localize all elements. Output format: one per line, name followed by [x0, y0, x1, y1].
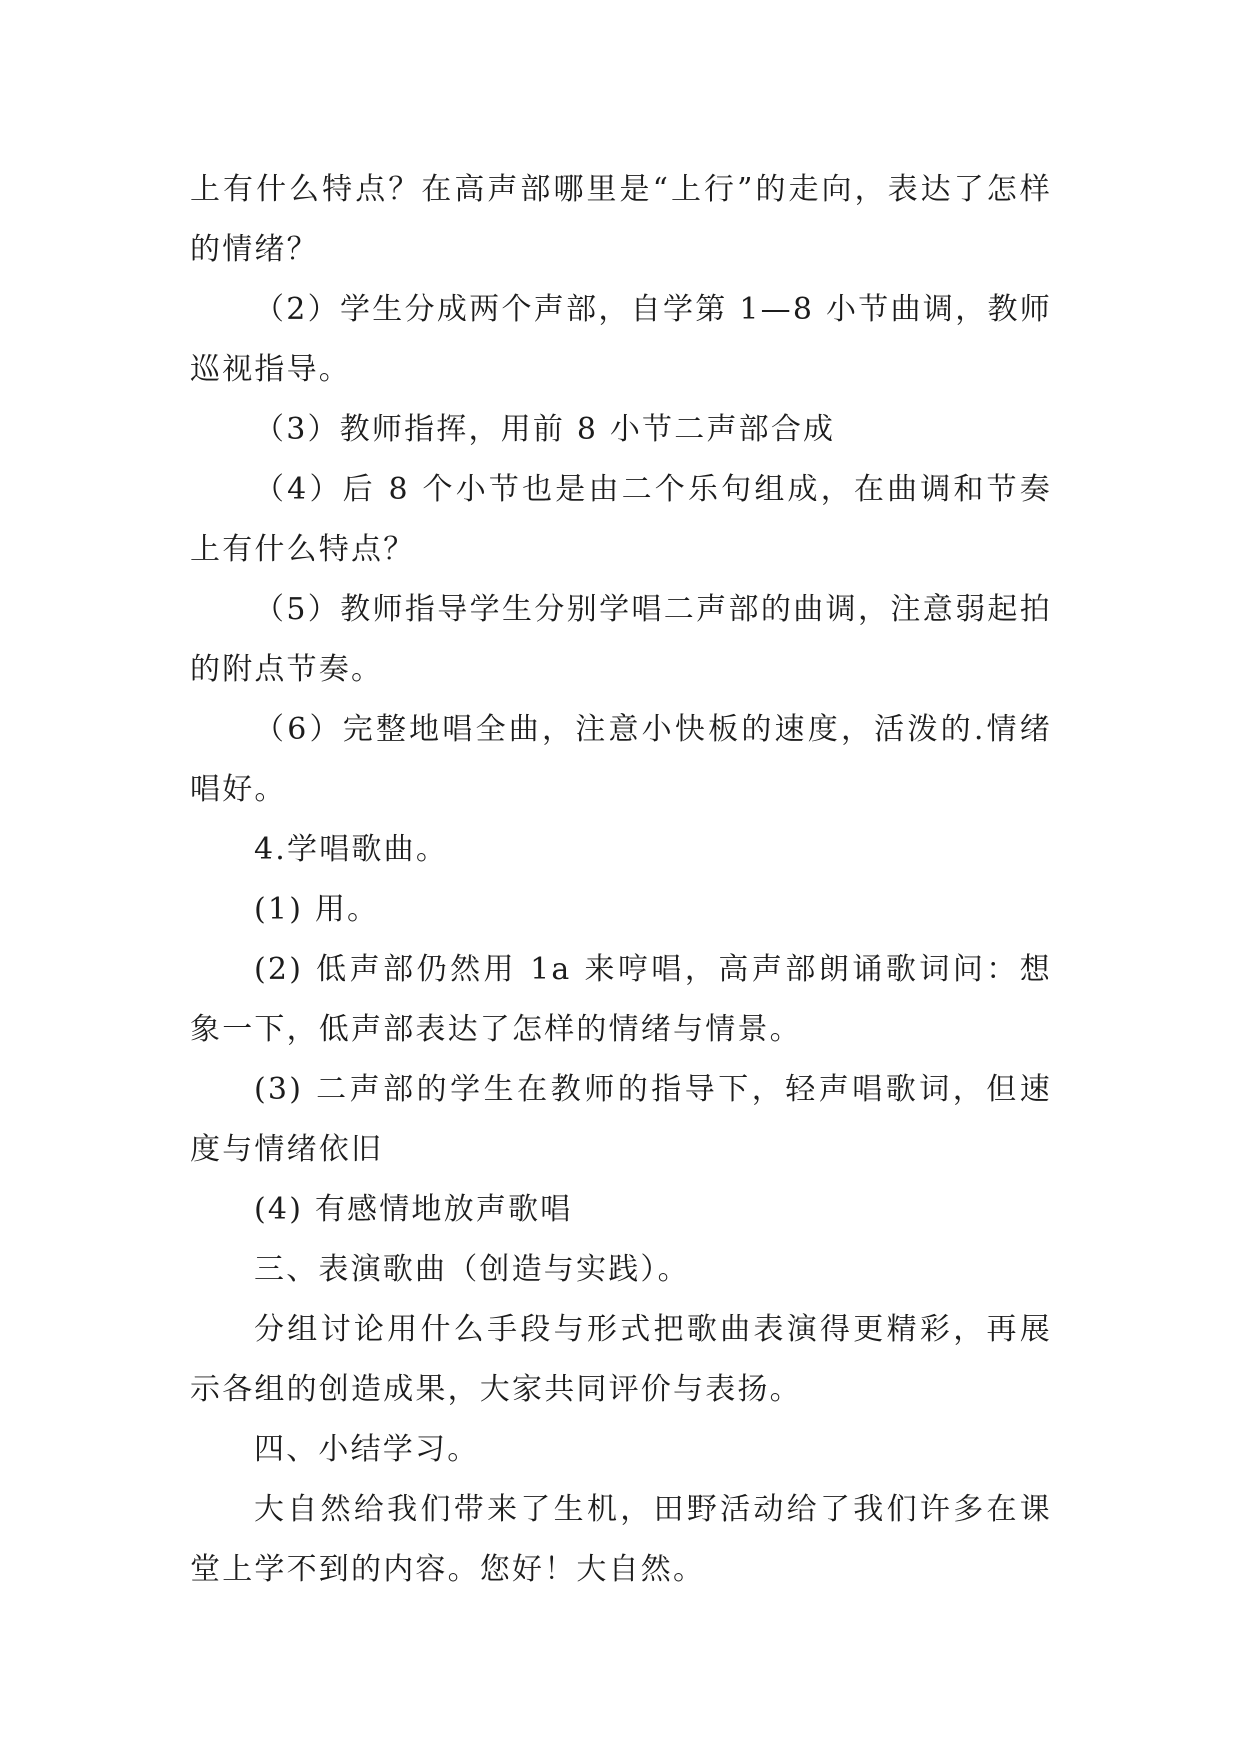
paragraph: （3）教师指挥，用前 8 小节二声部合成	[254, 412, 836, 447]
document-page	[190, 160, 1052, 1600]
paragraph: （2）学生分成两个声部，自学第 1—8 小节曲调，教师巡视指导。	[190, 292, 1052, 387]
paragraph: (4) 有感情地放声歌唱	[254, 1192, 573, 1227]
paragraph: (3) 二声部的学生在教师的指导下，轻声唱歌词，但速度与情绪依旧	[190, 1072, 1052, 1167]
paragraph: 大自然给我们带来了生机，田野活动给了我们许多在课堂上学不到的内容。您好！大自然。	[190, 1492, 1052, 1587]
paragraph: （4）后 8 个小节也是由二个乐句组成，在曲调和节奏上有什么特点？	[190, 472, 1052, 567]
paragraph: （5）教师指导学生分别学唱二声部的曲调，注意弱起拍的附点节奏。	[190, 592, 1052, 687]
paragraph: 三、表演歌曲（创造与实践）。	[254, 1252, 690, 1287]
paragraph: 上有什么特点？在高声部哪里是“上行”的走向，表达了怎样的情绪？	[190, 172, 1052, 267]
paragraph: 分组讨论用什么手段与形式把歌曲表演得更精彩，再展示各组的创造成果，大家共同评价与表扬。	[190, 1312, 1052, 1407]
paragraph: 4.学唱歌曲。	[254, 832, 449, 867]
paragraph: (2) 低声部仍然用 1a 来哼唱，高声部朗诵歌词问：想象一下，低声部表达了怎样的情绪与情景。	[190, 952, 1052, 1047]
paragraph: 四、小结学习。	[254, 1432, 480, 1467]
paragraph: （6）完整地唱全曲，注意小快板的速度，活泼的.情绪唱好。	[190, 712, 1052, 807]
paragraph: (1) 用。	[254, 892, 380, 927]
